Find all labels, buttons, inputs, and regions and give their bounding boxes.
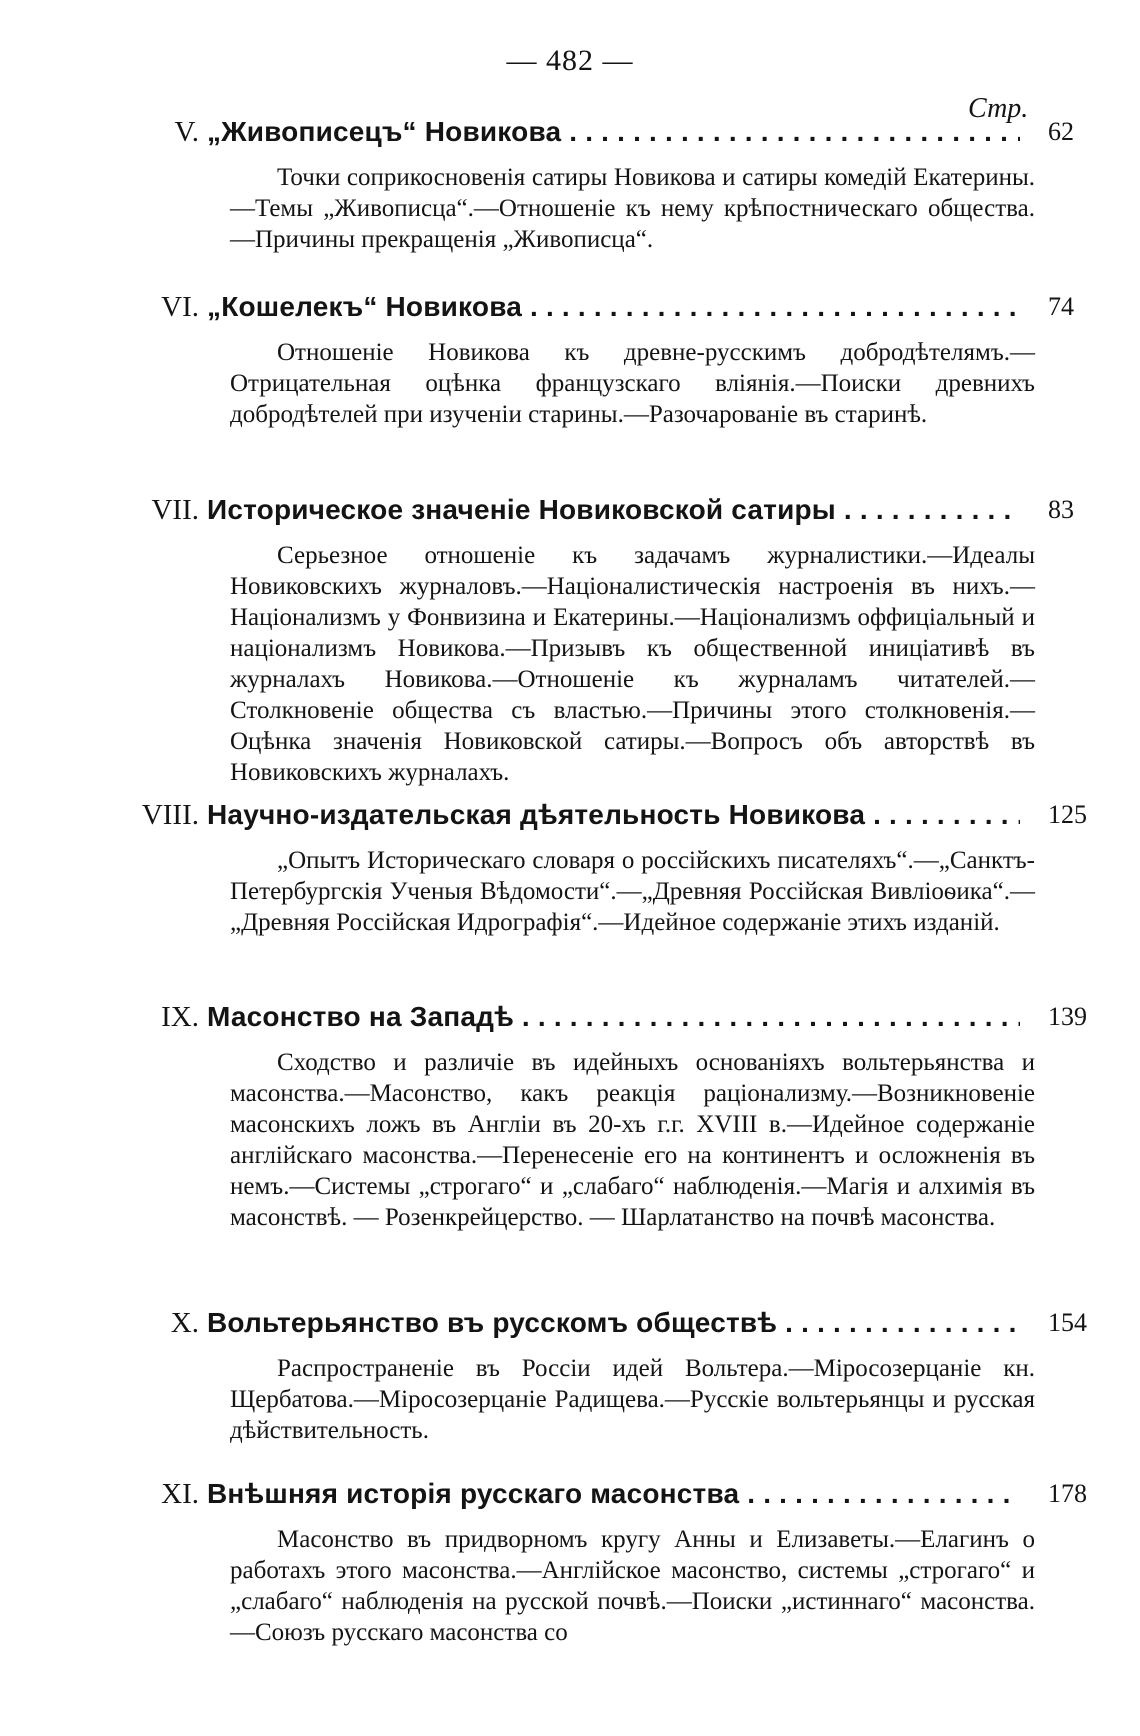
chapter-summary: Точки соприкосновенія сатиры Новикова и сатиры комедій Екатерины.—Темы „Живописца“.—Отношеніе къ нему крѣпостническаго общества.—Причины прекращенія „Живописца“. xyxy=(230,164,1035,253)
toc-entry xyxy=(0,795,1140,938)
chapter-title: Масонство на Западѣ . . . xyxy=(207,997,1020,1037)
toc-entry xyxy=(0,1303,1140,1446)
entry-heading xyxy=(0,490,1140,530)
entry-heading xyxy=(0,795,1140,835)
chapter-numeral: VII. xyxy=(151,494,199,526)
chapter-summary: Серьезное отношеніе къ задачамъ журналистики.—Идеалы Новиковскихъ журналовъ.—Націоналистическія настроенія въ нихъ.—Націонализмъ у Фонвизина и Екатерины.—Націонализмъ оффиціальный и націонализмъ Новикова.—Призывъ къ общественной иниціативѣ въ журналахъ Новикова.—Отношеніе къ журналамъ читателей.—Столкновеніе общества съ властью.—Причины этого столкновенія.—Оцѣнка значенія Новиковской сатиры.—Вопросъ объ авторствѣ въ Новиковскихъ журналахъ. xyxy=(230,542,1035,786)
chapter-title: Вольтерьянство въ русскомъ обществѣ . . . xyxy=(207,1303,1020,1343)
toc-entry xyxy=(0,112,1140,255)
chapter-title: Научно-издательская дѣятельность Новикова . . . xyxy=(207,795,1020,835)
entry-heading xyxy=(0,112,1140,152)
chapter-numeral: VI. xyxy=(161,291,199,323)
page-number: — 482 — xyxy=(506,44,634,77)
chapter-title: „Кошелекъ“ Новикова . . . xyxy=(207,287,1020,327)
chapter-page: 139 xyxy=(1048,1002,1087,1031)
chapter-title: Внѣшняя исторія русскаго масонства . . . xyxy=(207,1474,1020,1514)
chapter-numeral: V. xyxy=(174,116,199,148)
toc-entry xyxy=(0,490,1140,788)
chapter-title: „Живописецъ“ Новикова . . . xyxy=(207,112,1020,152)
chapter-numeral: IX. xyxy=(161,1001,199,1033)
chapter-numeral: VIII. xyxy=(141,799,199,831)
chapter-summary: Распространеніе въ Россіи идей Вольтера.—Міросозерцаніе кн. Щербатова.—Міросозерцаніе Радищева.—Русскіе вольтерьянцы и русская дѣйствительность. xyxy=(230,1355,1035,1444)
chapter-page: 178 xyxy=(1048,1479,1087,1508)
chapter-page: 154 xyxy=(1048,1308,1087,1337)
toc-entry xyxy=(0,997,1140,1233)
chapter-page: 62 xyxy=(1048,117,1074,146)
page-column-header: Стр. xyxy=(968,93,1029,124)
chapter-summary: Сходство и различіе въ идейныхъ основаніяхъ вольтерьянства и масонства.—Масонство, какъ реакція раціонализму.—Возникновеніе масонскихъ ложъ въ Англіи въ 20-хъ г.г. XVIII в.—Идейное содержаніе англійскаго масонства.—Перенесеніе его на континентъ и осложненія въ немъ.—Системы „строгаго“ и „слабаго“ наблюденія.—Магія и алхимія въ масонствѣ. — Розенкрейцерство. — Шарлатанство на почвѣ масонства. xyxy=(230,1049,1035,1231)
entry-heading xyxy=(0,287,1140,327)
chapter-numeral: X. xyxy=(170,1307,199,1339)
entry-heading xyxy=(0,997,1140,1037)
entry-heading xyxy=(0,1303,1140,1343)
toc-entry xyxy=(0,287,1140,430)
chapter-page: 74 xyxy=(1048,292,1074,321)
chapter-title: Историческое значеніе Новиковской сатиры . . . xyxy=(207,490,1020,530)
toc-entry xyxy=(0,1474,1140,1648)
chapter-summary: Масонство въ придворномъ кругу Анны и Елизаветы.—Елагинъ о работахъ этого масонства.—Англійское масонство, системы „строгаго“ и „слабаго“ наблюденія на русской почвѣ.—Поиски „истиннаго“ масонства.—Союзъ русскаго масонства со xyxy=(230,1526,1035,1646)
chapter-page: 83 xyxy=(1048,495,1074,524)
chapter-page: 125 xyxy=(1048,800,1087,829)
chapter-summary: Отношеніе Новикова къ древне-русскимъ добродѣтелямъ.—Отрицательная оцѣнка французскаго вліянія.—Поиски древнихъ добродѣтелей при изученіи старины.—Разочарованіе въ старинѣ. xyxy=(230,339,1035,428)
chapter-summary: „Опытъ Историческаго словаря о россійскихъ писателяхъ“.—„Санктъ-Петербургскія Ученыя Вѣдомости“.—„Древняя Россійская Вивліоѳика“.—„Древняя Россійская Идрографія“.—Идейное содержаніе этихъ изданій. xyxy=(230,847,1035,936)
entry-heading xyxy=(0,1474,1140,1514)
chapter-numeral: XI. xyxy=(161,1478,199,1510)
